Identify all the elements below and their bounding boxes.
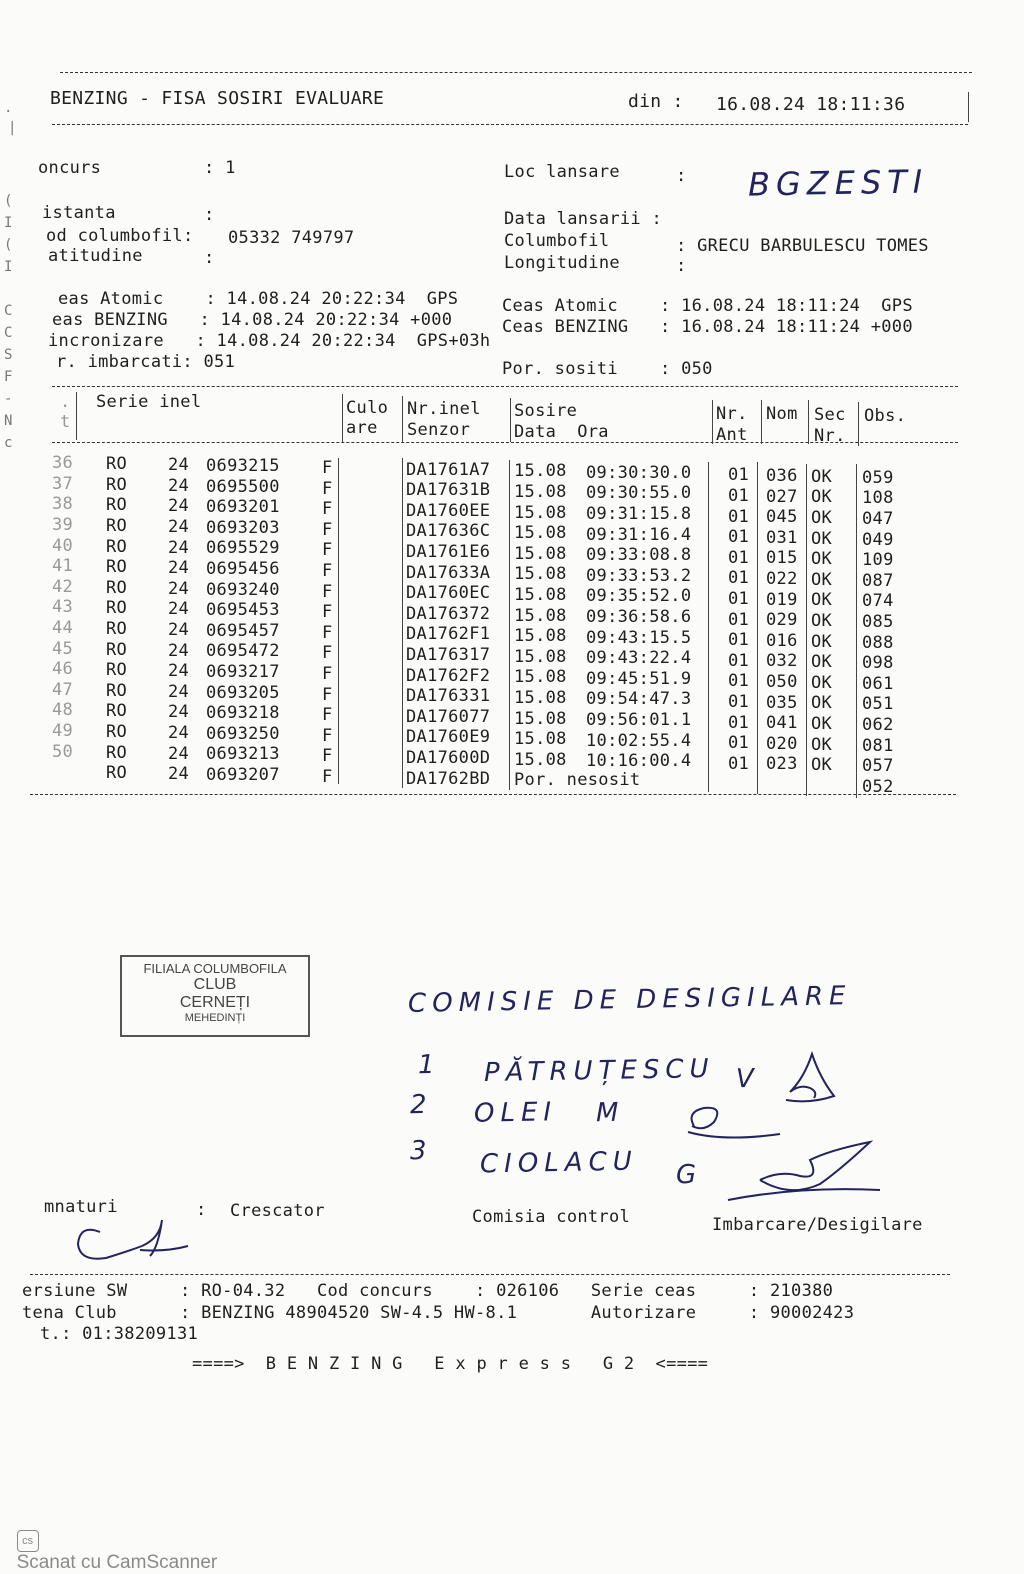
cell-c: RO [106,577,128,598]
cell-sex: F [322,684,333,705]
commission-n2: 2 [409,1089,433,1121]
cell-ant: 01 [728,691,750,712]
cell-idx: 37 [52,473,74,494]
cell-sex: F [322,478,333,499]
cell-date: 15.08 [514,605,567,626]
cell-sensor: DA17600D [406,747,491,768]
cell-ant: 01 [728,712,750,733]
cell-sensor: DA176077 [406,706,491,727]
cell-sec: OK [811,755,833,776]
cell-obs: 085 [862,611,894,632]
cell-ring: 0693201 [206,497,280,518]
col-line [338,458,339,784]
cell-sec: OK [811,590,833,611]
camscanner-icon: cs [17,1530,39,1552]
cell-c: RO [106,598,128,619]
margin-mark: . [4,100,13,116]
cell-sex: F [322,746,333,767]
cell-c: RO [106,763,128,784]
cell-sec: OK [811,466,833,487]
cell-sec: OK [811,693,833,714]
cell-nom: 016 [766,630,798,651]
cell-date: 15.08 [514,482,567,503]
cell-ant: 01 [728,547,750,568]
cell-sensor: DA1762F2 [406,665,491,686]
cell-y: 24 [168,681,190,702]
cell-idx: 46 [52,659,74,680]
cell-sec: OK [811,507,833,528]
th-sosire: Sosire Data Ora [514,401,609,442]
cell-idx: 43 [52,597,74,618]
sincronizare: incronizare : 14.08.24 20:22:34 GPS+03h [48,331,491,351]
cell-date: 15.08 [514,543,567,564]
cell-nom: 015 [766,548,798,569]
col-line [76,392,77,440]
cell-sensor: DA176331 [406,686,491,707]
cell-nom: 020 [766,733,798,754]
footer-rule [30,1274,950,1275]
top-rule [60,72,972,73]
cell-ring: 0693207 [206,764,280,785]
col-line [342,394,343,442]
cell-y: 24 [168,702,190,723]
cell-y: 24 [168,723,190,744]
cell-nom: 029 [766,610,798,631]
stamp-line-4: MEHEDINȚI [184,1012,246,1024]
cell-sec: OK [811,549,833,570]
commission-n3: 3 [409,1135,433,1167]
signature-1 [780,1048,840,1110]
cell-sex: F [322,457,333,478]
footer-line-2: tena Club : BENZING 48904520 SW-4.5 HW-8.1 Autorizare : 90002423 [22,1303,855,1323]
cell-sensor: DA1761A7 [406,459,491,480]
cell-y: 24 [168,620,190,641]
th-sec: Sec Nr. [814,405,846,446]
th-nrinel: Nr.inel Senzor [407,399,481,440]
cell-c: RO [106,701,128,722]
cell-time: 09:43:15.5 [586,627,692,648]
cell-ant: 01 [728,485,750,506]
signature-crescator [66,1212,196,1268]
loc-lansare-label: Loc lansare [504,162,620,182]
cell-ant: 01 [728,733,750,754]
cell-y: 24 [168,455,190,476]
cell-sensor: DA176372 [406,603,491,624]
cell-idx: 48 [52,700,74,721]
cell-time: 09:31:15.8 [586,503,692,524]
cell-time: 09:35:52.0 [586,586,692,607]
cell-nom: 023 [766,754,798,775]
signatures-colon: : [196,1200,207,1220]
cell-nom: 045 [766,507,798,528]
cell-time: 09:33:53.2 [586,565,692,586]
cell-time: 09:30:55.0 [586,483,692,504]
cell-nom: 036 [766,465,798,486]
header-rule [52,124,968,125]
cell-obs: 059 [862,467,894,488]
commission-name2: OLEI [473,1097,558,1129]
cell-y: 24 [168,475,190,496]
commission-title-handwritten: COMISIE DE DESIGILARE [407,981,852,1019]
cell-sec: OK [811,487,833,508]
commission-n1: 1 [417,1049,441,1081]
cell-obs: 098 [862,653,894,674]
cell-sensor: DA1760EC [406,583,491,604]
th-index: . t [60,392,71,432]
cell-idx: 47 [52,679,74,700]
cell-c: RO [106,454,128,475]
cell-y: 24 [168,537,190,558]
cell-date: Por. nesosit [514,770,641,791]
cell-ant: 01 [728,506,750,527]
cell-ring: 0693218 [206,703,280,724]
col-line [708,462,709,792]
ceas-benzing-start: eas BENZING : 14.08.24 20:22:34 +000 [52,310,453,330]
cell-ant: 01 [728,568,750,589]
cell-date: 15.08 [514,461,567,482]
data-lansarii-label: Data lansarii : [504,209,663,229]
cell-date: 15.08 [514,646,567,667]
col-line [856,464,857,798]
columbofil-label: Columbofil [504,231,610,251]
cell-sensor: DA176317 [406,644,491,665]
label-comisia: Comisia control [472,1207,631,1227]
longitudine-colon: : [676,256,687,276]
cell-ant: 01 [728,671,750,692]
cell-idx: 38 [52,494,74,515]
cell-obs: 074 [862,591,894,612]
signature-2 [684,1096,784,1146]
footer-line-3: t.: 01:38209131 [40,1324,199,1344]
cell-nom: 035 [766,692,798,713]
cell-time: 10:16:00.4 [586,751,692,772]
cell-sec: OK [811,631,833,652]
cell-sec: OK [811,528,833,549]
cell-c: RO [106,680,128,701]
cell-c: RO [106,742,128,763]
longitudine-label: Longitudine [504,253,620,273]
cell-nom: 050 [766,671,798,692]
table-bottom-rule [30,794,956,795]
th-obs: Obs. [864,406,907,426]
latitudine-value: : [204,248,215,268]
cell-obs: 087 [862,570,894,591]
cell-ant: 01 [728,650,750,671]
cell-time: 09:54:47.3 [586,689,692,710]
cell-sex: F [322,643,333,664]
col-line [757,462,758,794]
cell-ant: 01 [728,465,750,486]
commission-init3: G [675,1159,703,1191]
commission-init2: M [595,1097,625,1129]
table-top-rule [52,386,958,387]
date-value: 16.08.24 18:11:36 [716,94,906,115]
stamp-line-2: CLUB [193,976,237,993]
cell-ring: 0693203 [206,517,280,538]
cell-y: 24 [168,578,190,599]
cell-sex: F [322,705,333,726]
cell-nom: 022 [766,568,798,589]
th-nrant: Nr. Ant [716,404,748,445]
cell-ring: 0695529 [206,538,280,559]
cell-date: 15.08 [514,564,567,585]
cell-date: 15.08 [514,688,567,709]
concurs-value: : 1 [204,158,236,178]
cell-ant: 01 [728,630,750,651]
cell-ant: 01 [728,609,750,630]
cell-time: 09:45:51.9 [586,668,692,689]
cell-sex: F [322,540,333,561]
col-line [808,400,809,444]
cell-sex: F [322,519,333,540]
cell-y: 24 [168,599,190,620]
cell-ring: 0693205 [206,682,280,703]
cell-c: RO [106,557,128,578]
col-line [858,402,859,446]
footer-banner: ====> B E N Z I N G E x p r e s s G 2 <==== [192,1354,709,1374]
cell-ant: 01 [728,753,750,774]
cell-nom: 027 [766,486,798,507]
cell-date: 15.08 [514,708,567,729]
col-line [761,400,762,444]
cell-obs: 109 [862,550,894,571]
stamp-line-3: CERNEȚI [179,994,251,1011]
cell-time: 09:56:01.1 [586,709,692,730]
signatures-label: mnaturi [44,1197,118,1217]
cell-time: 09:33:08.8 [586,545,692,566]
cell-c: RO [106,618,128,639]
cell-c: RO [106,536,128,557]
commission-init1: V [735,1063,761,1095]
stamp-line-1: FILIALA COLUMBOFILA [143,961,287,976]
cell-date: 15.08 [514,667,567,688]
latitudine-label: atitudine [48,246,143,266]
cell-sec: OK [811,713,833,734]
cell-obs: 088 [862,632,894,653]
cell-c: RO [106,660,128,681]
cell-y: 24 [168,517,190,538]
commission-name3: CIOLACU [479,1146,638,1180]
scanner-text: Scanat cu CamScanner [16,1552,218,1574]
cell-ring: 0695500 [206,476,280,497]
th-serie: Serie inel [96,392,202,412]
cell-sensor: DA17633A [406,562,491,583]
cell-ring: 0693250 [206,723,280,744]
cell-obs: 081 [862,735,894,756]
cell-ring: 0695456 [206,558,280,579]
cell-sensor: DA1760EE [406,500,491,521]
cell-obs: 061 [862,673,894,694]
cell-ring: 0695453 [206,600,280,621]
cell-ant: 01 [728,588,750,609]
col-line [806,464,807,796]
distanta-value: : [204,205,215,225]
cell-sex: F [322,499,333,520]
cell-time: 09:36:58.6 [586,606,692,627]
cell-sec: OK [811,610,833,631]
cell-sensor: DA17631B [406,480,491,501]
margin-mark: | [8,120,17,136]
cell-sex: F [322,766,333,787]
edge-mark [968,92,969,122]
cell-time: 10:02:55.4 [586,730,692,751]
cell-idx: 45 [52,638,74,659]
cell-idx: 36 [52,453,74,474]
cell-idx: 49 [52,720,74,741]
cell-ring: 0695457 [206,620,280,641]
cell-c: RO [106,495,128,516]
loc-lansare-handwritten: BGZESTI [747,162,929,204]
cell-nom: 031 [766,527,798,548]
imbarcati: r. imbarcati: 051 [56,352,236,372]
porumbei-sositi: Por. sositi : 050 [502,359,713,379]
cell-obs: 051 [862,694,894,715]
cell-c: RO [106,639,128,660]
cell-sensor: DA1760E9 [406,727,491,748]
cell-sex: F [322,663,333,684]
cell-date: 15.08 [514,502,567,523]
cell-obs: 057 [862,756,894,777]
cell-sensor: DA1761E6 [406,541,491,562]
cell-y: 24 [168,496,190,517]
cell-ant: 01 [728,527,750,548]
cod-label: od columbofil: [46,226,194,246]
cod-value: 05332 749797 [228,228,355,248]
cell-y: 24 [168,558,190,579]
commission-name1: PĂTRUȚESCU [483,1053,715,1089]
cell-sec: OK [811,569,833,590]
footer-line-1: ersiune SW : RO-04.32 Cod concurs : 026106 Serie ceas : 210380 [22,1281,834,1301]
label-imbarcare: Imbarcare/Desigilare [712,1215,923,1235]
cell-obs: 062 [862,714,894,735]
loc-lansare-colon: : [676,166,687,186]
cell-y: 24 [168,743,190,764]
cell-sex: F [322,725,333,746]
cell-sensor: DA1762F1 [406,624,491,645]
cell-sensor: DA17636C [406,521,491,542]
col-line [712,400,713,444]
cell-ring: 0693217 [206,661,280,682]
date-label: din : [628,91,684,112]
cell-idx: 41 [52,556,74,577]
label-crescator: Crescator [230,1201,325,1221]
cell-date: 15.08 [514,749,567,770]
cell-c: RO [106,474,128,495]
th-culoare: Culo are [346,398,389,438]
cell-sec: OK [811,672,833,693]
cell-idx: 39 [52,514,74,535]
cell-date: 15.08 [514,729,567,750]
cell-y: 24 [168,640,190,661]
cell-y: 24 [168,661,190,682]
cell-sec: OK [811,652,833,673]
cell-sensor: DA1762BD [406,768,491,789]
distanta-label: istanta [42,203,116,223]
th-nom: Nom [766,404,798,424]
cell-y: 24 [168,764,190,785]
scanner-watermark [6,1508,217,1574]
cell-ring: 0693215 [206,455,280,476]
columbofil-value: : GRECU BARBULESCU TOMES [676,236,929,256]
cell-sex: F [322,622,333,643]
col-line [402,458,403,788]
cell-time: 09:31:16.4 [586,524,692,545]
cell-idx: 44 [52,617,74,638]
col-line [510,398,511,442]
ceas-benzing-end: Ceas BENZING : 16.08.24 18:11:24 +000 [502,317,913,337]
cell-idx: 50 [52,741,74,762]
cell-sex: F [322,581,333,602]
cell-obs: 052 [862,776,894,797]
cell-ring: 0693240 [206,579,280,600]
cell-date: 15.08 [514,585,567,606]
ceas-atomic-end: Ceas Atomic : 16.08.24 18:11:24 GPS [502,296,913,316]
cell-obs: 049 [862,529,894,550]
cell-ring: 0693213 [206,744,280,765]
concurs-label: oncurs [38,158,102,178]
cell-obs: 108 [862,488,894,509]
cell-sex: F [322,602,333,623]
cell-idx: 40 [52,535,74,556]
cell-idx: 42 [52,576,74,597]
cell-ring: 0695472 [206,641,280,662]
cell-nom: 041 [766,713,798,734]
cell-sex: F [322,560,333,581]
cell-date: 15.08 [514,626,567,647]
cell-time: 09:30:30.0 [586,462,692,483]
signature-3 [720,1140,890,1210]
cell-obs: 047 [862,508,894,529]
cell-nom: 032 [766,651,798,672]
cell-nom: 019 [766,589,798,610]
cell-c: RO [106,515,128,536]
col-line [509,460,510,790]
margin-letters: ( I ( I C C S F - N c [4,193,13,451]
club-stamp [120,955,310,1037]
ceas-atomic-start: eas Atomic : 14.08.24 20:22:34 GPS [58,289,459,309]
cell-sec: OK [811,734,833,755]
col-line [402,396,403,442]
document-title: BENZING - FISA SOSIRI EVALUARE [50,88,385,109]
cell-time: 09:43:22.4 [586,648,692,669]
cell-date: 15.08 [514,523,567,544]
cell-c: RO [106,721,128,742]
